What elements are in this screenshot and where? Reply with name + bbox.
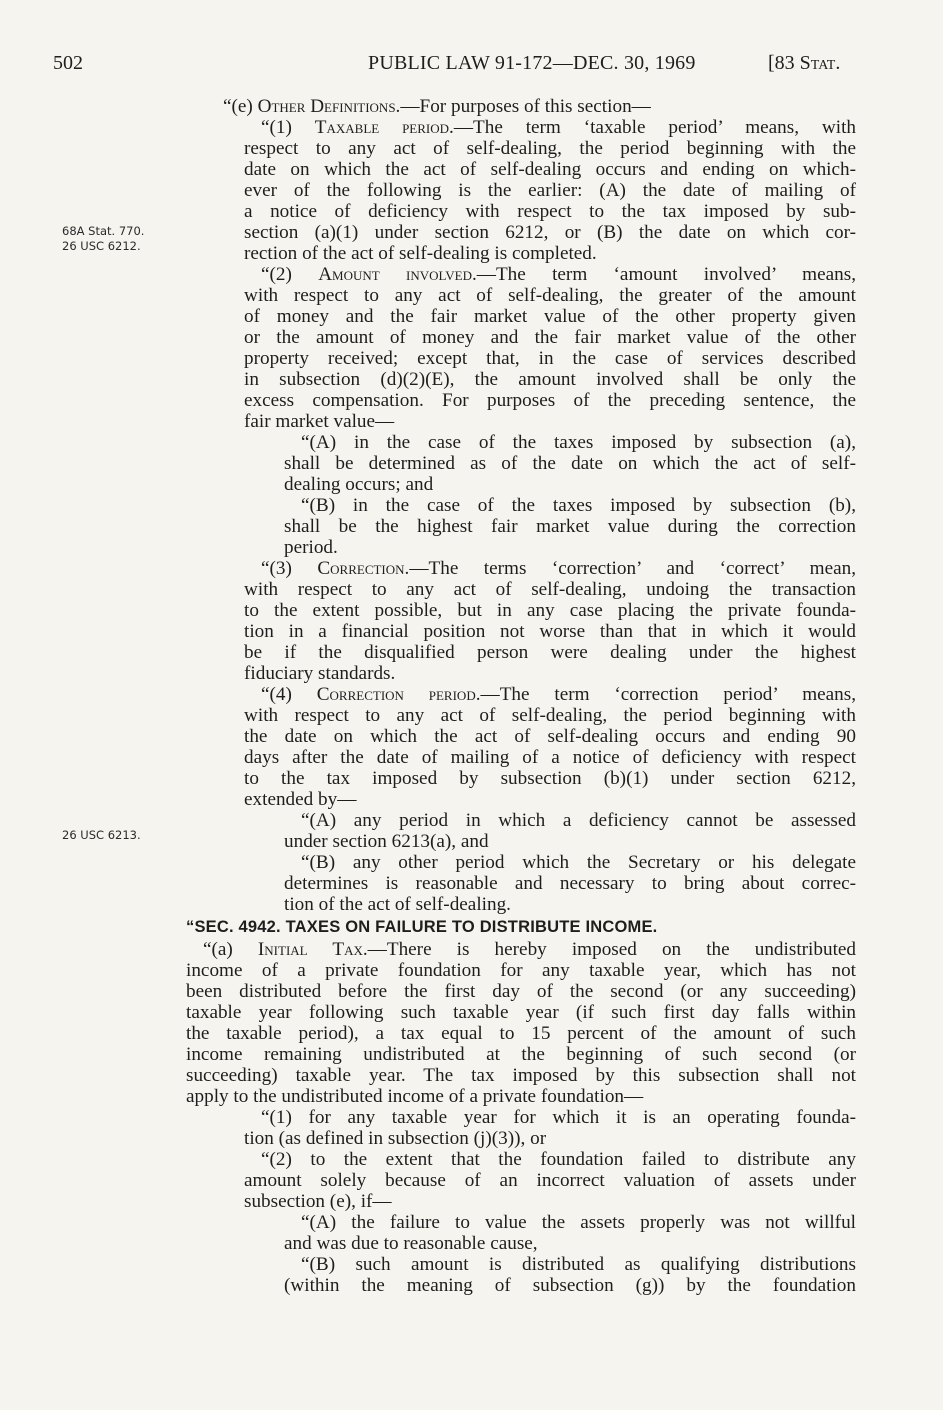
text-line: to the tax imposed by subsection (b)(1) under section 6212, (244, 768, 856, 789)
statute-ref-prefix: [83 (768, 52, 800, 74)
text-line: fair market value— (244, 411, 395, 432)
text-line: “(B) in the case of the taxes imposed by subsection (b), (301, 495, 856, 516)
text-line: determines is reasonable and necessary to bring about correc- (284, 873, 856, 894)
text-run: —The term ‘taxable period’ means, with (453, 117, 856, 138)
paragraph-heading: Correction period. (316, 684, 481, 705)
text-run: “(1) (261, 117, 315, 138)
text-run: —The term ‘correction period’ means, (480, 684, 857, 705)
statute-ref-suffix: . (835, 52, 841, 74)
paragraph-e-heading (223, 96, 651, 117)
text-line: with respect to any act of self-dealing, undoing the transaction (244, 579, 856, 600)
text-line: and was due to reasonable cause, (284, 1233, 538, 1254)
text-run: —The terms ‘correction’ and ‘correct’ mean, (409, 558, 856, 579)
margin-note-line: 68A Stat. 770. (62, 224, 145, 238)
text-run: “(3) (261, 558, 318, 579)
text-line: of money and the fair market value of the other property given (244, 306, 856, 327)
text-line: tion (as defined in subsection (j)(3)), or (244, 1128, 547, 1149)
margin-note-usc (62, 828, 182, 843)
text-line: shall be the highest fair market value during the correction (284, 516, 856, 537)
text-line: apply to the undistributed income of a private foundation— (186, 1086, 644, 1107)
text-line: fiduciary standards. (244, 663, 396, 684)
margin-note-statute (62, 224, 182, 254)
text-line: to the extent possible, but in any case placing the private founda- (244, 600, 856, 621)
text-run: “(4) (261, 684, 317, 705)
text-line: income of a private foundation for any taxable year, which has not (186, 960, 856, 981)
text-line: excess compensation. For purposes of the preceding sentence, the (244, 390, 856, 411)
text-run: —The term ‘amount involved’ means, (476, 264, 856, 285)
text-line: “(2) to the extent that the foundation failed to distribute any (261, 1149, 856, 1170)
subsection-a-heading (203, 939, 856, 960)
paragraph-heading: Correction. (317, 558, 410, 579)
text-line: a notice of deficiency with respect to the tax imposed by sub- (244, 201, 856, 222)
text-line: taxable year following such taxable year (if such first day falls within (186, 1002, 856, 1023)
text-line: dealing occurs; and (284, 474, 434, 495)
text-line: amount solely because of an incorrect valuation of assets under (244, 1170, 856, 1191)
text-run: —For purposes of this section— (400, 96, 651, 117)
paragraph-heading: Initial Tax. (257, 939, 368, 960)
text-line: in subsection (d)(2)(E), the amount involved shall be only the (244, 369, 856, 390)
text-line: “(A) any period in which a deficiency cannot be assessed (301, 810, 856, 831)
text-line: tion in a financial position not worse than that in which it would (244, 621, 856, 642)
text-line: been distributed before the first day of the second (or any succeeding) (186, 981, 856, 1002)
text-line: shall be determined as of the date on which the act of self- (284, 453, 856, 474)
text-line: succeeding) taxable year. The tax imposed by this subsection shall not (186, 1065, 856, 1086)
paragraph-4-heading (261, 684, 856, 705)
text-line: the date on which the act of self-dealing occurs and ending 90 (244, 726, 856, 747)
paragraph-3-heading (261, 558, 856, 579)
text-line: (within the meaning of subsection (g)) by the foundation (284, 1275, 856, 1296)
statute-reference (768, 52, 840, 75)
text-line: days after the date of mailing of a notice of deficiency with respect (244, 747, 856, 768)
text-run: “(e) (223, 96, 258, 117)
text-line: “(A) in the case of the taxes imposed by subsection (a), (301, 432, 856, 453)
text-line: section (a)(1) under section 6212, or (B) the date on which cor- (244, 222, 856, 243)
text-line: with respect to any act of self-dealing, the greater of the amount (244, 285, 856, 306)
text-line: rection of the act of self-dealing is completed. (244, 243, 597, 264)
text-line: respect to any act of self-dealing, the period beginning with the (244, 138, 856, 159)
text-line: “(1) for any taxable year for which it is an operating founda- (261, 1107, 856, 1128)
text-line: “(B) any other period which the Secretary or his delegate (301, 852, 856, 873)
text-line: “(A) the failure to value the assets properly was not willful (301, 1212, 856, 1233)
paragraph-heading: Amount involved. (318, 264, 477, 285)
paragraph-2-heading (261, 264, 856, 285)
text-line: date on which the act of self-dealing occurs and ending on which- (244, 159, 856, 180)
text-line: extended by— (244, 789, 357, 810)
text-line: subsection (e), if— (244, 1191, 392, 1212)
statute-ref-word: Stat (799, 52, 836, 74)
margin-note-line: 26 USC 6213. (62, 828, 141, 842)
text-run: —There is hereby imposed on the undistributed (367, 939, 857, 960)
text-line: the taxable period), a tax equal to 15 percent of the amount of such (186, 1023, 856, 1044)
text-line: tion of the act of self-dealing. (284, 894, 511, 915)
margin-note-line: 26 USC 6212. (62, 239, 141, 253)
text-line: “(B) such amount is distributed as qualifying distributions (301, 1254, 856, 1275)
paragraph-heading: Taxable period. (314, 117, 454, 138)
page-header (0, 52, 943, 84)
text-line: income remaining undistributed at the beginning of such second (or (186, 1044, 856, 1065)
text-line: or the amount of money and the fair market value of the other (244, 327, 856, 348)
text-line: under section 6213(a), and (284, 831, 489, 852)
paragraph-heading: Other Definitions. (257, 96, 401, 117)
text-line: period. (284, 537, 338, 558)
paragraph-1-heading (261, 117, 856, 138)
text-line: ever of the following is the earlier: (A) the date of mailing of (244, 180, 856, 201)
text-line: be if the disqualified person were dealing under the highest (244, 642, 856, 663)
text-run: “(2) (261, 264, 319, 285)
text-line: property received; except that, in the case of services described (244, 348, 856, 369)
section-heading: “SEC. 4942. TAXES ON FAILURE TO DISTRIBUTE INCOME. (186, 918, 658, 936)
running-title: PUBLIC LAW 91-172—DEC. 30, 1969 (368, 52, 696, 74)
page-number: 502 (53, 52, 83, 74)
text-run: “(a) (203, 939, 258, 960)
text-line: with respect to any act of self-dealing, the period beginning with (244, 705, 856, 726)
